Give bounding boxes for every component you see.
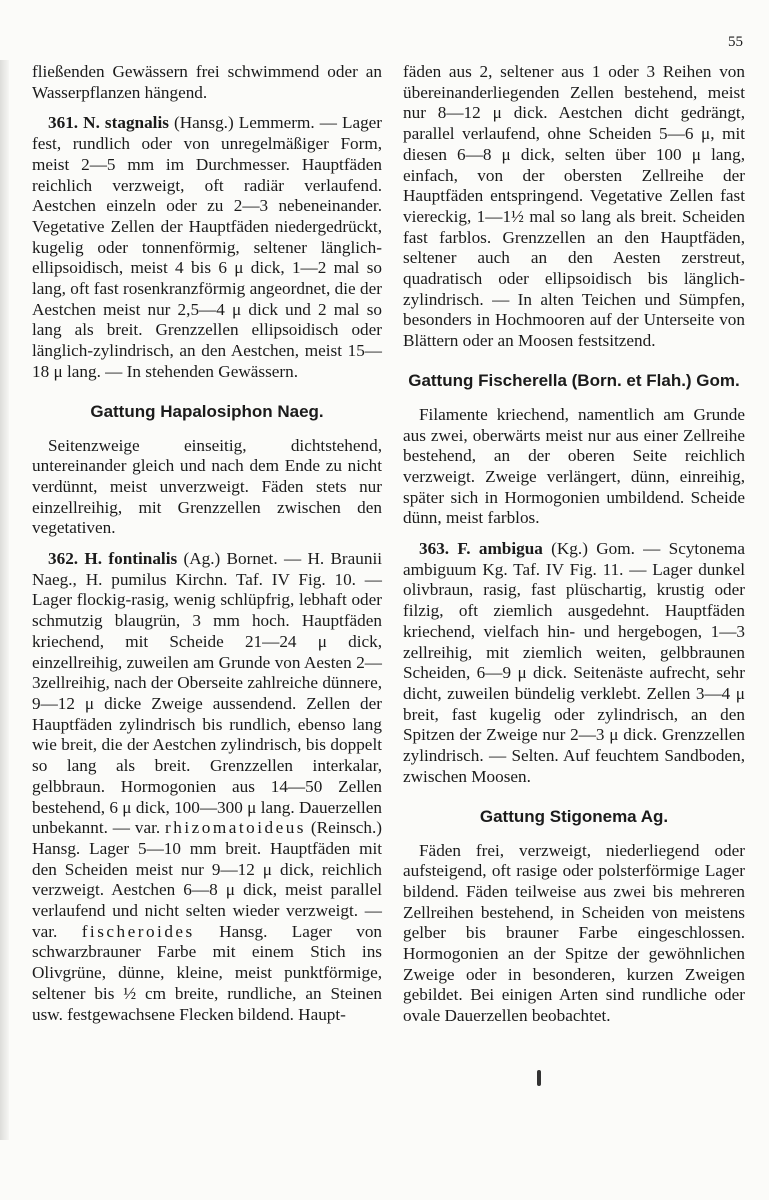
genus-description: Filamente kriechend, namentlich am Grunde aus zwei, oberwärts meist nur aus einer Zellreihe bestehend, an der oberen Seite reichlich verzweigt. Zweige verlängert, dünn, einreihig, später sich in Hormogonien umbildend. Scheide dünn, meist farblos. xyxy=(403,404,745,528)
species-number: 363. xyxy=(419,539,450,559)
species-name: H. fontinalis xyxy=(84,549,178,569)
continuation-paragraph: fließenden Gewässern frei schwimmend oder an Wasserpflanzen hängend. xyxy=(32,62,382,102)
genus-heading-stigonema: Gattung Stigonema Ag. xyxy=(479,806,669,826)
species-number: 362. xyxy=(48,549,79,569)
variety-name: rhizomatoideus xyxy=(165,818,306,838)
continuation-paragraph: fäden aus 2, seltener aus 1 oder 3 Reihen von übereinanderliegenden Zellen bestehend, meist nur 8—12 μ dick. Aestchen dicht gedrängt, parallel verlaufend, ohne Scheiden 5—6 μ, mit diesen 6—8 μ dick, selten über 100 μ lang, einfach, von der obersten Zellreihe der Hauptfäden entspringend. Vegetative Zellen fast viereckig, 1—1½ mal so lang als breit. Scheiden fast farblos. Grenzzellen an den Hauptfäden, seltener auch an den Aesten zerstreut, quadratisch oder ellipsoidisch bis länglich-zylindrisch. — In alten Teichen und Sümpfen, besonders in Hochmooren auf der Unterseite von Blättern oder an Moosen festsitzend. xyxy=(403,62,745,351)
genus-description: Seitenzweige einseitig, dichtstehend, untereinander gleich und nach dem Ende zu nicht verdünnt, meist unverzweigt. Fäden stets nur einzellreihig, mit Grenzzellen zwischen den vegetativen. xyxy=(32,435,382,538)
species-name: F. ambigua xyxy=(457,539,543,559)
left-column xyxy=(32,62,382,1025)
genus-heading-hapalosiphon: Gattung Hapalosiphon Naeg. xyxy=(90,401,324,421)
ink-speck xyxy=(537,1070,541,1086)
species-description: (Kg.) Gom. — Scytonema ambiguum Kg. Taf. IV Fig. 11. — Lager dunkel olivbraun, rasig, fast plüschartig, krustig oder filzig, oft ziemlich ausgedehnt. Hauptfäden kriechend, vielfach hin- und hergebogen, 1—3 zellreihig, mit ziemlich weiten, gelbbraunen Scheiden, 6—9 μ dick. Seitenäste aufrecht, sehr dicht, zuweilen bündelig verklebt. Zellen 3—4 μ breit, fast kugelig oder zylindrisch, an den Spitzen der Zweige nur 2—3 μ dick. Grenzzellen zylindrisch. — Selten. Auf feuchtem Sandboden, zwischen Moosen. xyxy=(403,539,746,786)
page-edge-shadow xyxy=(0,60,9,1140)
species-361-entry xyxy=(32,113,382,382)
species-363-entry xyxy=(403,539,745,787)
species-name: N. stagnalis xyxy=(83,113,169,133)
page-number: 55 xyxy=(728,34,743,50)
species-description: (Ag.) Bornet. — H. Braunii Naeg., H. pumilus Kirchn. Taf. IV Fig. 10. — Lager flockig-rasig, wenig schlüpfrig, lebhaft oder schmutzig blaugrün, 3 mm hoch. Hauptfäden kriechend, mit Scheide 21—24 μ dick, einzellreihig, zuweilen am Grunde von Aesten 2—3zellreihig, nach der Oberseite zahlreiche dünnere, 9—12 μ dicke Zweige aussendend. Zellen der Hauptfäden zylindrisch bis rundlich, ebenso lang wie breit, die der Aestchen zylindrisch, bis doppelt so lang als breit. Grenzzellen interkalar, gelbbraun. Hormogonien aus 14—50 Zellen bestehend, 6 μ dick, 100—300 μ lang. Dauerzellen unbekannt. — var. xyxy=(32,549,383,838)
species-description-cont: Hansg. Lager von schwarzbrauner Farbe mit einem Stich ins Olivgrüne, dünne, kleine, meist punktförmige, seltener bis ½ cm breite, rundliche, an Steinen usw. festgewachsene Flecken bildend. Haupt- xyxy=(32,921,383,1024)
species-description: (Hansg.) Lemmerm. — Lager fest, rundlich oder von unregelmäßiger Form, meist 2—5 mm im Durchmesser. Hauptfäden reichlich verzweigt, oft radiär verlaufend. Aestchen einzeln oder zu 2—3 nebeneinander. Vegetative Zellen der Hauptfäden niedergedrückt, kugelig oder tonnenförmig, seltener länglich-ellipsoidisch, meist 4 bis 6 μ dick, 1—2 mal so lang, oft fast rosenkranzförmig angeordnet, die der Aestchen meist nur 2,5—4 μ dick und 2 mal so lang als breit. Grenzzellen ellipsoidisch oder länglich-zylindrisch, an den Aestchen, meist 15—18 μ lang. — In stehenden Gewässern. xyxy=(32,113,383,381)
right-column xyxy=(403,62,745,1027)
genus-heading-fischerella: Gattung Fischerella (Born. et Flah.) Gom. xyxy=(408,370,740,390)
species-number: 361. xyxy=(48,113,79,133)
variety-name: fischeroides xyxy=(81,921,195,941)
species-362-entry xyxy=(32,549,382,1025)
genus-description: Fäden frei, verzweigt, niederliegend oder aufsteigend, oft rasige oder polsterförmige Lager bildend. Fäden teilweise aus zwei bis mehreren Zellreihen bestehend, in Scheiden von meistens gelber bis brauner Farbe eingeschlossen. Hormogonien an der Spitze der gewöhnlichen Zweige oder in besonderen, kurzen Zweigen gebildet. Bei einigen Arten sind rundliche oder ovale Dauerzellen beobachtet. xyxy=(403,840,745,1026)
species-description-cont: (Reinsch.) Hansg. Lager 5—10 mm breit. Hauptfäden mit den Scheiden meist nur 9—12 μ dick, reichlich verzweigt. Aestchen 6—8 μ dick, meist parallel verlaufend und nicht selten wieder verzweigt. — var. xyxy=(32,818,383,941)
